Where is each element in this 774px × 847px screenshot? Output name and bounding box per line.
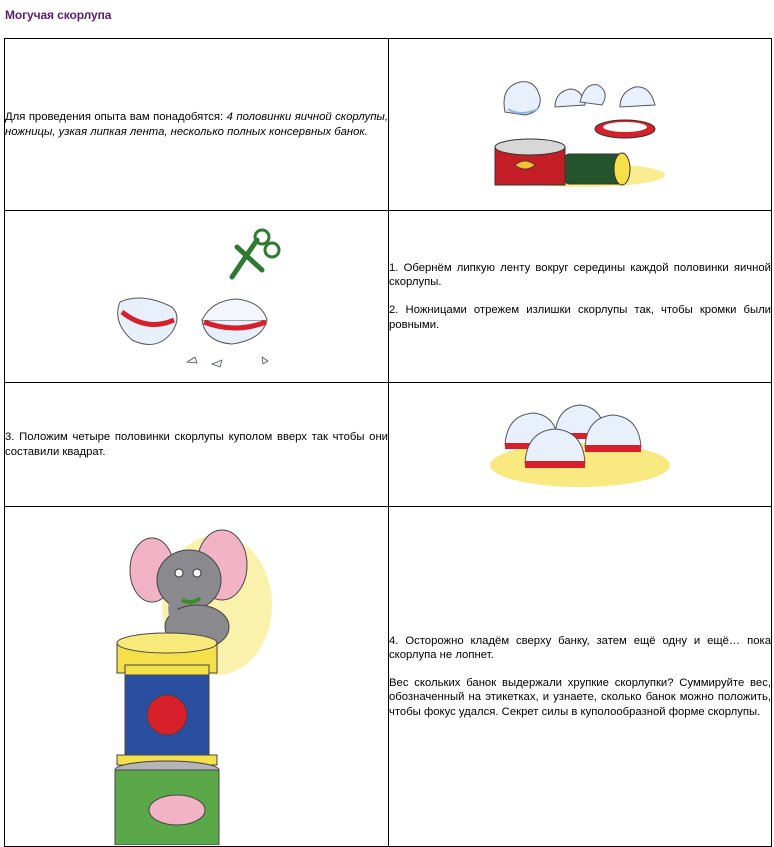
materials-image-cell	[389, 39, 772, 211]
page-title: Могучая скорлупа	[5, 8, 112, 22]
stacking-text-cell	[389, 507, 772, 847]
table-row	[5, 383, 772, 507]
table-row	[5, 211, 772, 383]
arrange-image-cell	[389, 383, 772, 507]
elephant-on-cans-illustration	[97, 515, 297, 845]
step-2-text: 2. Ножницами отрежем излишки скорлупы так, чтобы кромки были ровными.	[389, 304, 771, 331]
arrange-text-cell	[5, 383, 389, 507]
step-1-text: 1. Обернём липкую ленту вокруг середины каждой половинки яичной скорлупы.	[389, 261, 771, 289]
materials-intro-text: Для проведения опыта вам понадобятся:	[5, 110, 227, 123]
table-row	[5, 39, 772, 211]
step-3-text: 3. Положим четыре половинки скорлупы куполом вверх так чтобы они составили квадрат.	[5, 430, 388, 458]
eggshells-tape-cans-illustration	[490, 57, 670, 192]
step-4-text: 4. Осторожно кладём сверху банку, затем ещё одну и ещё… пока скорлупа не лопнет.	[389, 634, 771, 662]
materials-list-text: 4 половинки яичной скорлупы, ножницы, узкая липкая лента, несколько полных консервных банок.	[5, 110, 388, 138]
wrapping-text-cell	[389, 211, 772, 383]
scissors-icon	[232, 230, 279, 277]
table-row	[5, 507, 772, 847]
scissors-and-taped-shells-illustration	[102, 222, 292, 372]
wrapping-image-cell	[5, 211, 389, 383]
four-domes-illustration	[485, 395, 675, 495]
conclusion-text: Вес скольких банок выдержали хрупкие скорлупки? Суммируйте вес, обозначенный на этикетках, и узнаете, сколько банок можно положить, чтобы фокус удался. Секрет силы в куполообразной форме скорлупы.	[389, 676, 771, 718]
materials-text-cell	[5, 39, 389, 211]
elephant-image-cell	[5, 507, 389, 847]
experiment-steps-table	[4, 38, 772, 847]
